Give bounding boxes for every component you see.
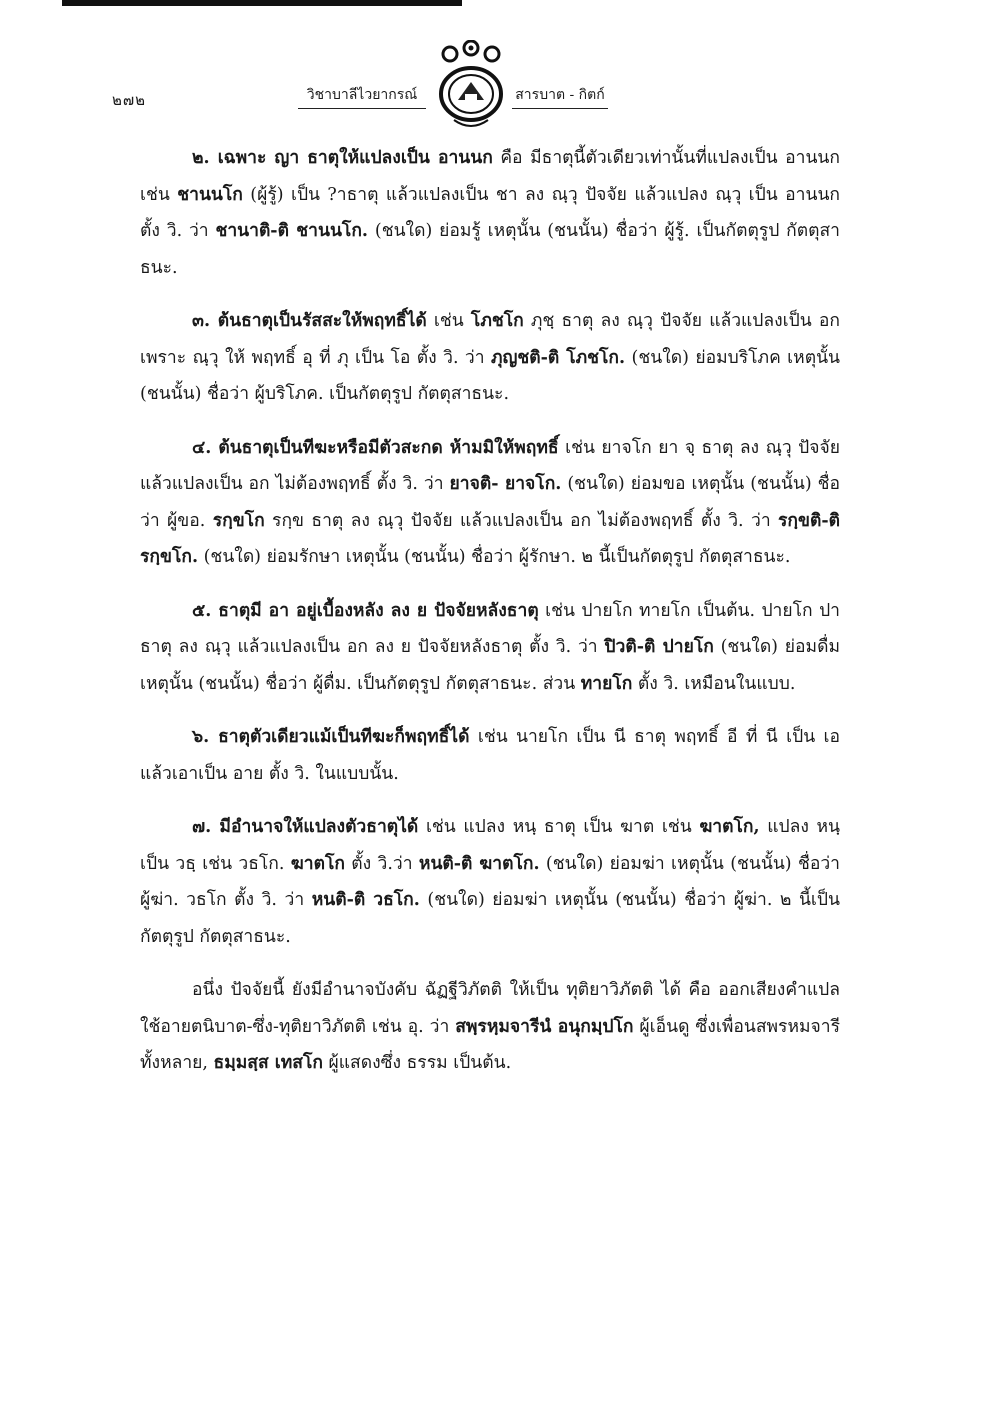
text-run: เช่น แปลง หนฺ ธาตุ เป็น ฆาต เช่น bbox=[418, 817, 700, 837]
temple-emblem-icon bbox=[430, 40, 512, 132]
text-run: (ชนใด) ย่อมรู้ เหตุนั้น (ชนนั้น) ชื่อว่า ผู้รู้. เป็นกัตตุรูป กัตตุสาธนะ. bbox=[140, 221, 841, 278]
text-run: (ชนใด) ย่อมดื่ม เหตุนั้น (ชนนั้น) ชื่อว่า ผู้ดื่ม. เป็นกัตตุรูป กัตตุสาธนะ. ส่วน bbox=[140, 637, 840, 694]
bold-text: ทายโก bbox=[580, 673, 633, 694]
bold-text: หนติ-ติ วธโก. bbox=[311, 890, 420, 910]
bold-text: ชานนโก bbox=[177, 184, 243, 205]
bold-text: หนติ-ติ ฆาตโก. bbox=[418, 853, 540, 874]
paragraph bbox=[140, 593, 840, 703]
text-run: คือ มีธาตุนี้ตัวเดียวเท่านั้นที่แปลงเป็น อานนก เช่น bbox=[140, 148, 840, 205]
bold-text: ๕. ธาตุมี อา อยู่เบื้องหลัง ลง ย ปัจจัยหลังธาตุ bbox=[192, 600, 539, 621]
page-header bbox=[0, 40, 1000, 140]
bold-text: ฆาตโก, bbox=[699, 817, 760, 837]
bold-text: ชานาติ-ติ ชานนโก. bbox=[215, 221, 369, 241]
text-run: เช่น นายโก เป็น นี ธาตุ พฤทธิ์ อี ที่ นี เป็น เอ แล้วเอาเป็น อาย ตั้ง วิ. ในแบบนั้น. bbox=[140, 727, 841, 784]
text-run: (ชนใด) ย่อมบริโภค เหตุนั้น (ชนนั้น) ชื่อว่า ผู้บริโภค. เป็นกัตตุรูป กัตตุสาธนะ. bbox=[140, 347, 840, 404]
bold-text: ๖. ธาตุตัวเดียวแม้เป็นทีฆะก็พฤทธิ์ได้ bbox=[192, 727, 470, 747]
bold-text: ๔. ต้นธาตุเป็นทีฆะหรือมีตัวสะกด ห้ามมิให้พฤทธิ์ bbox=[192, 437, 559, 458]
bold-text: รกฺขติ-ติ รกฺขโก. bbox=[140, 510, 840, 567]
text-run: ผู้แสดงซึ่ง ธรรม เป็นต้น. bbox=[322, 1053, 512, 1073]
bold-text: ธมฺมสฺส เทสโก bbox=[213, 1053, 323, 1073]
book-title: วิชาบาลีไวยากรณ์ bbox=[298, 84, 426, 109]
paragraph bbox=[140, 809, 840, 955]
paragraph bbox=[140, 972, 840, 1082]
text-run: (ชนใด) ย่อมฆ่า เหตุนั้น (ชนนั้น) ชื่อว่า ผู้ฆ่า. ๒ นี้เป็นกัตตุรูป กัตตุสาธนะ. bbox=[140, 890, 840, 947]
text-run: ผู้เอ็นดู ซึ่งเพื่อนสพรหมจารีทั้งหลาย, bbox=[140, 1016, 840, 1073]
text-run: (ผู้รู้) เป็น ?าธาตุ แล้วแปลงเป็น ชา ลง ณฺวุ ปัจจัย แล้วแปลง ณฺวุ เป็น อานนก ตั้ง วิ. ว่า bbox=[140, 184, 840, 241]
paragraph bbox=[140, 430, 840, 576]
publisher-name: สารบาต - กิตก์ bbox=[512, 84, 608, 109]
document-body bbox=[140, 140, 840, 1099]
bold-text: ๗. มีอำนาจให้แปลงตัวธาตุได้ bbox=[192, 817, 419, 837]
text-run: แปลง หนฺ เป็น วธฺ เช่น วธโก. bbox=[140, 817, 841, 874]
text-run: อนึ่ง ปัจจัยนี้ ยังมีอำนาจบังคับ ฉัฏฐีวิภัตติ ให้เป็น ทุติยาวิภัตติ ได้ คือ ออกเสียงคำแปล ใช้อายตนิบาต-ซึ่ง-ทุติยาวิภัตติ เช่น อุ. ว่า bbox=[140, 980, 840, 1037]
text-run: (ชนใด) ย่อมขอ เหตุนั้น (ชนนั้น) ชื่อว่า ผู้ขอ. bbox=[140, 474, 841, 531]
page-number: ๒๗๒ bbox=[112, 91, 147, 109]
bold-text: ฆาตโก bbox=[290, 853, 345, 874]
bold-text: โภชโก bbox=[470, 311, 524, 331]
text-run: เช่น ยาจโก ยา จฺ ธาตุ ลง ณฺวุ ปัจจัย แล้วแปลงเป็น อก ไม่ต้องพฤทธิ์ ตั้ง วิ. ว่า bbox=[140, 437, 840, 494]
bold-text: สพฺรหฺมจารีนํ อนุกมฺปโก bbox=[455, 1016, 634, 1037]
scan-top-edge bbox=[62, 0, 462, 6]
paragraph bbox=[140, 303, 840, 413]
bold-text: ยาจติ- ยาจโก. bbox=[449, 474, 562, 494]
text-run: ตั้ง วิ. เหมือนในแบบ. bbox=[632, 673, 796, 694]
bold-text: ภุญชติ-ติ โภชโก. bbox=[490, 347, 626, 368]
bold-text: ๒. เฉพาะ ญา ธาตุให้แปลงเป็น อานนก bbox=[192, 148, 493, 168]
text-run: ตั้ง วิ.ว่า bbox=[344, 853, 419, 874]
paragraph bbox=[140, 140, 840, 286]
text-run: เช่น bbox=[426, 311, 471, 331]
text-run: ภุชฺ ธาตุ ลง ณฺวุ ปัจจัย แล้วแปลงเป็น อก เพราะ ณฺวุ ให้ พฤทธิ์ อุ ที่ ภุ เป็น โอ ตั้ง วิ. ว่า bbox=[140, 311, 840, 368]
text-run: (ชนใด) ย่อมรักษา เหตุนั้น (ชนนั้น) ชื่อว่า ผู้รักษา. ๒ นี้เป็นกัตตุรูป กัตตุสาธนะ. bbox=[198, 547, 791, 567]
text-run: (ชนใด) ย่อมฆ่า เหตุนั้น (ชนนั้น) ชื่อว่า ผู้ฆ่า. วธโก ตั้ง วิ. ว่า bbox=[140, 853, 840, 910]
bold-text: ปิวติ-ติ ปายโก bbox=[604, 637, 714, 657]
bold-text: รกฺขโก bbox=[212, 510, 265, 531]
bold-text: ๓. ต้นธาตุเป็นรัสสะให้พฤทธิ์ได้ bbox=[192, 311, 427, 331]
text-run: รกฺข ธาตุ ลง ณฺวุ ปัจจัย แล้วแปลงเป็น อก ไม่ต้องพฤทธิ์ ตั้ง วิ. ว่า bbox=[264, 510, 779, 531]
text-run: เช่น ปายโก ทายโก เป็นต้น. ปายโก ปา ธาตุ ลง ณฺวุ แล้วแปลงเป็น อก ลง ย ปัจจัยหลังธาตุ ตั้ง วิ. ว่า bbox=[140, 600, 841, 657]
paragraph bbox=[140, 719, 840, 792]
